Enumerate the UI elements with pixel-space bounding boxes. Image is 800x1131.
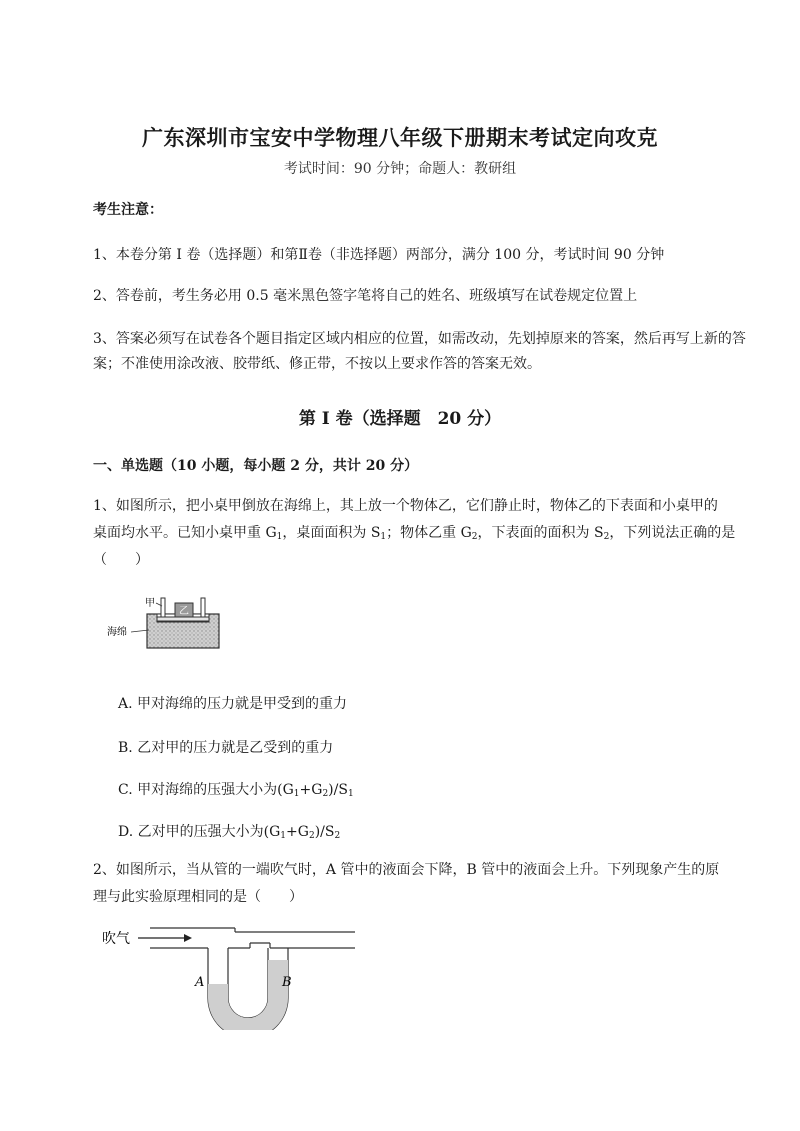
option-d[interactable]: D. 乙对甲的压强大小为$(G_1+G_2)/S_2$ — [118, 824, 341, 841]
notice-item-2: 2、答卷前，考生务必用 0.5 毫米黑色签字笔将自己的姓名、班级填写在试卷规定位置上 — [93, 288, 638, 304]
section-title: 第 I 卷（选择题 20 分） — [298, 409, 502, 429]
option-c[interactable]: C. 甲对海绵的压强大小为$(G_1+G_2)/S_1$ — [118, 782, 354, 799]
u-tube-liquid — [208, 960, 288, 1030]
label-yi: 乙 — [179, 606, 189, 617]
option-b[interactable]: B. 乙对甲的压力就是乙受到的重力 — [118, 740, 334, 756]
notice-heading: 考生注意： — [93, 202, 163, 218]
question-1-line-2: 桌面均水平。已知小桌甲重 $G_1$，桌面面积为 $S_1$；物体乙重 $G_2$，下表面的面积为 $S_2$，下列说法正确的是 — [93, 525, 736, 542]
part-heading: 一、单选题（10 小题，每小题 2 分，共计 20 分） — [93, 458, 419, 474]
page-title: 广东深圳市宝安中学物理八年级下册期末考试定向攻克 — [142, 125, 658, 150]
label-sponge: 海绵 — [107, 627, 127, 638]
question-1-answer-paren: （ ） — [93, 552, 149, 568]
label-jia: 甲 — [145, 598, 155, 609]
table-top — [157, 617, 209, 621]
exam-info: 考试时间：90 分钟；命题人：教研组 — [283, 161, 517, 177]
notice-item-1: 1、本卷分第 I 卷（选择题）和第Ⅱ卷（非选择题）两部分，满分 100 分，考试时间 90 分钟 — [93, 247, 665, 263]
pointer-sponge — [131, 630, 149, 632]
label-a: A — [195, 975, 205, 990]
u-tube-inner — [228, 948, 268, 1018]
label-b: B — [282, 975, 292, 990]
label-blow: 吹气 — [102, 931, 130, 947]
blow-arrow-head — [184, 934, 192, 942]
notice-item-3: 3、答案必须写在试卷各个题目指定区域内相应的位置，如需改动，先划掉原来的答案，然后再写上新的答案；不准使用涂改液、胶带纸、修正带，不按以上要求作答的答案无效。 — [93, 331, 746, 372]
table-leg-right — [201, 598, 205, 617]
question-2-line-2: 理与此实验原理相同的是（ ） — [93, 889, 303, 905]
question-2-line-1: 2、如图所示，当从管的一端吹气时，A 管中的液面会下降，B 管中的液面会上升。下列现象产生的原 — [93, 862, 720, 878]
option-a[interactable]: A. 甲对海绵的压力就是甲受到的重力 — [118, 696, 348, 712]
table-leg-left — [161, 598, 165, 617]
sponge-table-figure — [105, 590, 235, 652]
question-1-line-1: 1、如图所示，把小桌甲倒放在海绵上，其上放一个物体乙，它们静止时，物体乙的下表面和小桌甲的 — [93, 498, 718, 514]
u-tube-figure — [100, 920, 360, 1030]
